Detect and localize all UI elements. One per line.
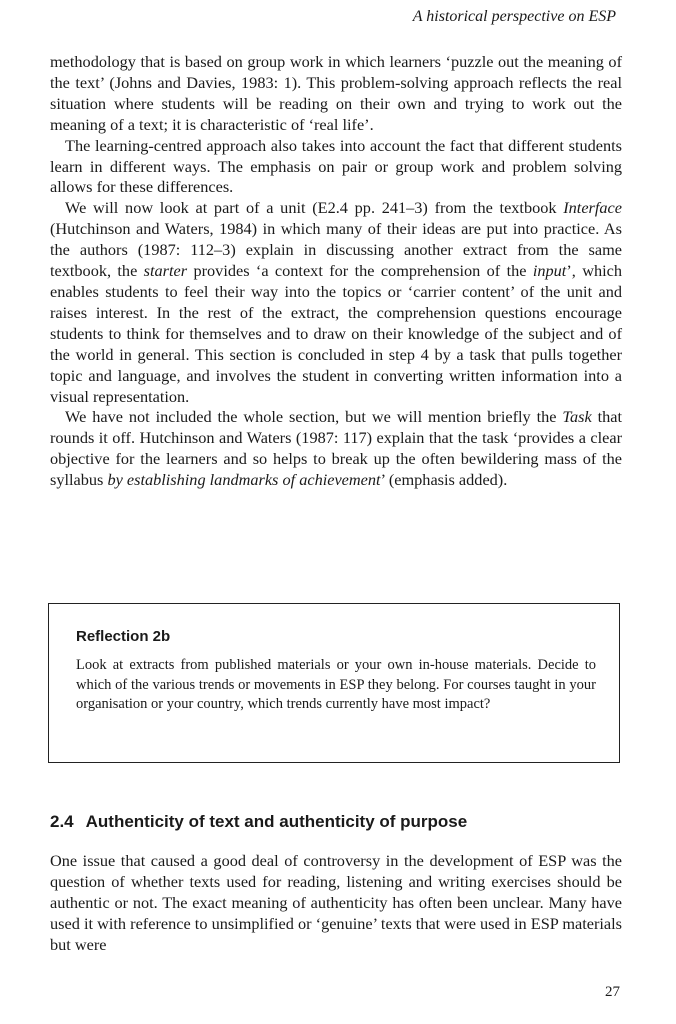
p4-text-e: ’ (emphasis added). xyxy=(380,470,508,490)
p3-starter-term: starter xyxy=(143,261,188,281)
p3-interface-title: Interface xyxy=(563,198,622,218)
p3-text-a: We will now look at part of a unit (E2.4 pp. 241–3) from the textbook xyxy=(65,198,564,218)
section-number: 2.4 xyxy=(50,812,74,831)
page-number: 27 xyxy=(605,984,620,1000)
reflection-text: Look at extracts from published materials or your own in-house materials. Decide to which of the various trends or movements in ESP they belong. For courses taught in your organisation or your country, which trends currently have most impact? xyxy=(76,657,596,712)
reflection-box xyxy=(48,603,620,763)
p3-text-c: (Hutchinson and Waters, 1984) in which many of their ideas are put into practice. As the authors (1987: 112–3) explain in discussing another extract from the same textbook, the xyxy=(50,219,622,281)
reflection-title: Reflection 2b xyxy=(76,628,171,645)
p4-task-term: Task xyxy=(562,407,592,427)
section-heading xyxy=(50,812,467,832)
running-head: A historical perspective on ESP xyxy=(412,8,616,25)
body-text xyxy=(50,52,622,491)
p4-text-a: We have not included the whole section, but we will mention briefly the xyxy=(65,407,563,427)
paragraph-3 xyxy=(50,198,622,407)
section-paragraph: One issue that caused a good deal of controversy in the development of ESP was the question of whether texts used for reading, listening and writing exercises should be authentic or not. The exact meaning of authenticity has often been unclear. Many have used it with reference to unsimplified or ‘genuine’ texts that were used in ESP materials but were xyxy=(50,851,622,954)
p3-input-term: input xyxy=(532,261,567,281)
p4-emphasis: by establishing landmarks of achievement xyxy=(107,470,381,490)
paragraph-1: methodology that is based on group work in which learners ‘puzzle out the meaning of the text’ (Johns and Davies, 1983: 1). This problem-solving approach reflects the real situation where students will be reading on their own and trying to work out the meaning of a text; it is characteristic of ‘real life’. xyxy=(50,52,622,134)
p3-text-g: ’, which enables students to feel their way into the topics or ‘carrier content’ of the unit and raises interest. In the rest of the extract, the comprehension questions encourage students to think for themselves and to draw on their knowledge of the subject and of the world in general. This section is concluded in step 4 by a task that pulls together topic and language, and involves the student in converting written information into a visual representation. xyxy=(50,261,622,406)
paragraph-4 xyxy=(50,407,622,491)
p4-text-c: that rounds it off. Hutchinson and Waters (1987: 117) explain that the task ‘provides a clear objective for the learners and so helps to break up the often bewildering mass of the syllabus xyxy=(50,407,622,490)
p3-text-e: provides ‘a context for the comprehension of the xyxy=(187,261,533,281)
section-title: Authenticity of text and authenticity of purpose xyxy=(85,812,468,831)
paragraph-2: The learning-centred approach also takes into account the fact that different students learn in different ways. The emphasis on pair or group work and problem solving allows for these differences. xyxy=(50,135,622,197)
